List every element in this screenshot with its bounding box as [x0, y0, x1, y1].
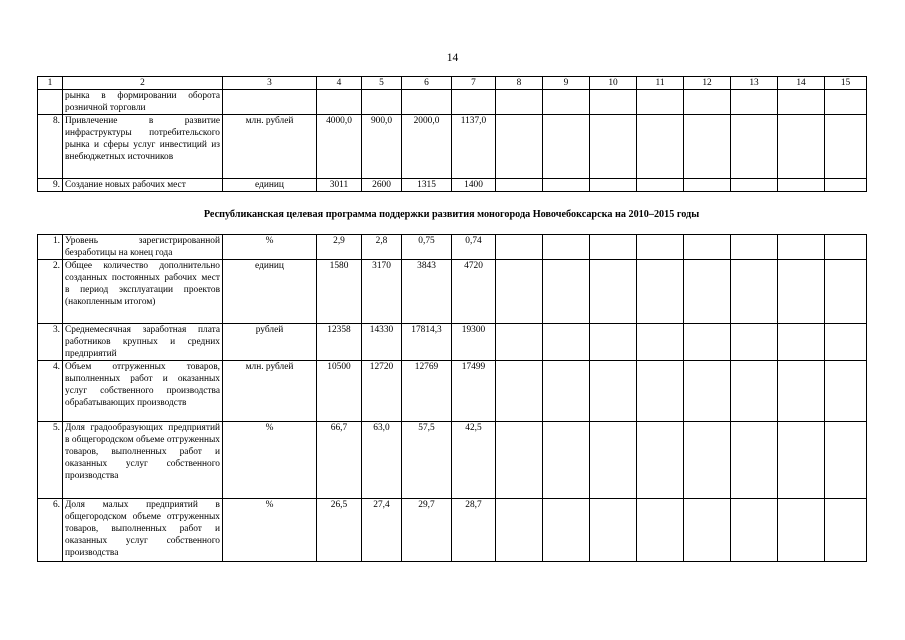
empty-cell-col-9: [543, 260, 590, 324]
column-number-cell: 6: [402, 77, 452, 90]
empty-cell-col-9: [543, 235, 590, 260]
empty-cell-col-12: [684, 422, 731, 499]
value-col-4: 3011: [317, 179, 362, 192]
value-col-4: 1580: [317, 260, 362, 324]
value-col-7: 4720: [452, 260, 496, 324]
empty-cell-col-14: [778, 499, 825, 562]
value-col-6: 29,7: [402, 499, 452, 562]
empty-cell-col-10: [590, 324, 637, 361]
page-number: 14: [446, 52, 459, 64]
value-col-4: 10500: [317, 361, 362, 422]
empty-cell-col-8: [496, 235, 543, 260]
column-number-cell: 1: [38, 77, 63, 90]
table-row: [38, 499, 867, 562]
empty-cell-col-13: [731, 324, 778, 361]
table-row: [38, 361, 867, 422]
empty-cell-col-14: [778, 179, 825, 192]
empty-cell-col-9: [543, 90, 590, 115]
empty-cell-col-10: [590, 260, 637, 324]
empty-cell-col-11: [637, 361, 684, 422]
indicator-name: Среднемесячная заработная плата работников крупных и средних предприятий: [63, 324, 223, 361]
empty-cell-col-10: [590, 235, 637, 260]
value-col-7: 0,74: [452, 235, 496, 260]
empty-cell-col-15: [825, 235, 867, 260]
empty-cell-col-13: [731, 235, 778, 260]
empty-cell-col-10: [590, 179, 637, 192]
value-col-5: 3170: [362, 260, 402, 324]
value-col-7: 28,7: [452, 499, 496, 562]
value-col-5: 2600: [362, 179, 402, 192]
value-col-7: 19300: [452, 324, 496, 361]
empty-cell-col-12: [684, 361, 731, 422]
indicator-name: рынка в формировании оборота розничной торговли: [63, 90, 223, 115]
empty-cell-col-15: [825, 260, 867, 324]
empty-cell-col-12: [684, 260, 731, 324]
column-number-cell: 3: [223, 77, 317, 90]
unit-cell: %: [223, 235, 317, 260]
column-number-cell: 8: [496, 77, 543, 90]
column-number-cell: 7: [452, 77, 496, 90]
indicator-name: Доля градообразующих предприятий в общегородском объеме отгруженных товаров, выполненных работ и оказанных услуг собственного производства: [63, 422, 223, 499]
empty-cell-col-8: [496, 422, 543, 499]
value-col-4: 12358: [317, 324, 362, 361]
column-number-cell: 15: [825, 77, 867, 90]
empty-cell-col-8: [496, 179, 543, 192]
empty-cell-col-14: [778, 235, 825, 260]
value-col-6: 57,5: [402, 422, 452, 499]
empty-cell-col-9: [543, 499, 590, 562]
unit-cell: рублей: [223, 324, 317, 361]
empty-cell-col-14: [778, 115, 825, 179]
empty-cell-col-13: [731, 422, 778, 499]
empty-cell-col-9: [543, 115, 590, 179]
unit-cell: %: [223, 422, 317, 499]
empty-cell-col-13: [731, 260, 778, 324]
column-number-cell: 9: [543, 77, 590, 90]
value-col-4: 4000,0: [317, 115, 362, 179]
value-col-4: 66,7: [317, 422, 362, 499]
empty-cell-col-8: [496, 260, 543, 324]
unit-cell: единиц: [223, 179, 317, 192]
value-col-4: [317, 90, 362, 115]
value-col-6: [402, 90, 452, 115]
value-col-4: 26,5: [317, 499, 362, 562]
column-number-cell: 14: [778, 77, 825, 90]
empty-cell-col-15: [825, 499, 867, 562]
empty-cell-col-14: [778, 324, 825, 361]
column-number-cell: 5: [362, 77, 402, 90]
row-number: 2.: [38, 260, 63, 324]
value-col-7: 17499: [452, 361, 496, 422]
value-col-5: 12720: [362, 361, 402, 422]
indicator-name: Создание новых рабочих мест: [63, 179, 223, 192]
empty-cell-col-11: [637, 115, 684, 179]
unit-cell: %: [223, 499, 317, 562]
value-col-5: 63,0: [362, 422, 402, 499]
empty-cell-col-9: [543, 361, 590, 422]
table-row: [38, 235, 867, 260]
value-col-6: 12769: [402, 361, 452, 422]
indicator-name: Общее количество дополнительно созданных постоянных рабочих мест в период эксплуатации проектов (накопленным итогом): [63, 260, 223, 324]
value-col-6: 0,75: [402, 235, 452, 260]
empty-cell-col-15: [825, 422, 867, 499]
empty-cell-col-10: [590, 115, 637, 179]
column-number-cell: 13: [731, 77, 778, 90]
row-number: 8.: [38, 115, 63, 179]
empty-cell-col-11: [637, 324, 684, 361]
value-col-6: 17814,3: [402, 324, 452, 361]
empty-cell-col-12: [684, 499, 731, 562]
value-col-5: 900,0: [362, 115, 402, 179]
value-col-4: 2,9: [317, 235, 362, 260]
row-number: 3.: [38, 324, 63, 361]
unit-cell: млн. рублей: [223, 361, 317, 422]
empty-cell-col-12: [684, 115, 731, 179]
row-number: 1.: [38, 235, 63, 260]
empty-cell-col-15: [825, 324, 867, 361]
empty-cell-col-10: [590, 90, 637, 115]
table-row: [38, 115, 867, 179]
empty-cell-col-10: [590, 422, 637, 499]
value-col-7: 1137,0: [452, 115, 496, 179]
empty-cell-col-13: [731, 115, 778, 179]
value-col-7: 42,5: [452, 422, 496, 499]
table-row: [38, 422, 867, 499]
empty-cell-col-12: [684, 90, 731, 115]
empty-cell-col-11: [637, 260, 684, 324]
empty-cell-col-13: [731, 179, 778, 192]
section-heading: Республиканская целевая программа поддержки развития моногорода Новочебоксарска на 2010–2015 годы: [203, 209, 700, 220]
value-col-6: 1315: [402, 179, 452, 192]
row-number: 5.: [38, 422, 63, 499]
row-number: 9.: [38, 179, 63, 192]
empty-cell-col-13: [731, 90, 778, 115]
empty-cell-col-8: [496, 90, 543, 115]
empty-cell-col-12: [684, 235, 731, 260]
indicator-name: Уровень зарегистрированной безработицы на конец года: [63, 235, 223, 260]
table-row: [38, 90, 867, 115]
row-number: [38, 90, 63, 115]
empty-cell-col-11: [637, 90, 684, 115]
empty-cell-col-11: [637, 422, 684, 499]
empty-cell-col-14: [778, 260, 825, 324]
value-col-5: 14330: [362, 324, 402, 361]
empty-cell-col-14: [778, 90, 825, 115]
empty-cell-col-12: [684, 179, 731, 192]
empty-cell-col-9: [543, 324, 590, 361]
value-col-5: 27,4: [362, 499, 402, 562]
value-col-5: 2,8: [362, 235, 402, 260]
empty-cell-col-8: [496, 115, 543, 179]
column-number-cell: 12: [684, 77, 731, 90]
value-col-5: [362, 90, 402, 115]
empty-cell-col-12: [684, 324, 731, 361]
empty-cell-col-9: [543, 179, 590, 192]
empty-cell-col-8: [496, 361, 543, 422]
value-col-7: 1400: [452, 179, 496, 192]
value-col-6: 3843: [402, 260, 452, 324]
indicator-name: Привлечение в развитие инфраструктуры потребительского рынка и сферы услуг инвестиций из внебюджетных источников: [63, 115, 223, 179]
table-row: [38, 324, 867, 361]
empty-cell-col-14: [778, 422, 825, 499]
empty-cell-col-8: [496, 499, 543, 562]
unit-cell: единиц: [223, 260, 317, 324]
empty-cell-col-15: [825, 179, 867, 192]
row-number: 6.: [38, 499, 63, 562]
unit-cell: [223, 90, 317, 115]
column-number-row: [38, 77, 867, 90]
empty-cell-col-14: [778, 361, 825, 422]
empty-cell-col-10: [590, 499, 637, 562]
indicators-table-section: [37, 234, 867, 562]
empty-cell-col-10: [590, 361, 637, 422]
value-col-6: 2000,0: [402, 115, 452, 179]
empty-cell-col-9: [543, 422, 590, 499]
empty-cell-col-11: [637, 235, 684, 260]
value-col-7: [452, 90, 496, 115]
empty-cell-col-15: [825, 90, 867, 115]
unit-cell: млн. рублей: [223, 115, 317, 179]
column-number-cell: 11: [637, 77, 684, 90]
empty-cell-col-11: [637, 179, 684, 192]
table-row: [38, 260, 867, 324]
column-number-cell: 10: [590, 77, 637, 90]
empty-cell-col-13: [731, 499, 778, 562]
indicator-name: Объем отгруженных товаров, выполненных работ и оказанных услуг собственного производства обрабатывающих производств: [63, 361, 223, 422]
indicators-table-top: [37, 76, 867, 192]
empty-cell-col-15: [825, 361, 867, 422]
column-number-cell: 2: [63, 77, 223, 90]
row-number: 4.: [38, 361, 63, 422]
table-row: [38, 179, 867, 192]
indicator-name: Доля малых предприятий в общегородском объеме отгруженных товаров, выполненных работ и оказанных услуг собственного производства: [63, 499, 223, 562]
empty-cell-col-11: [637, 499, 684, 562]
empty-cell-col-8: [496, 324, 543, 361]
empty-cell-col-13: [731, 361, 778, 422]
empty-cell-col-15: [825, 115, 867, 179]
column-number-cell: 4: [317, 77, 362, 90]
